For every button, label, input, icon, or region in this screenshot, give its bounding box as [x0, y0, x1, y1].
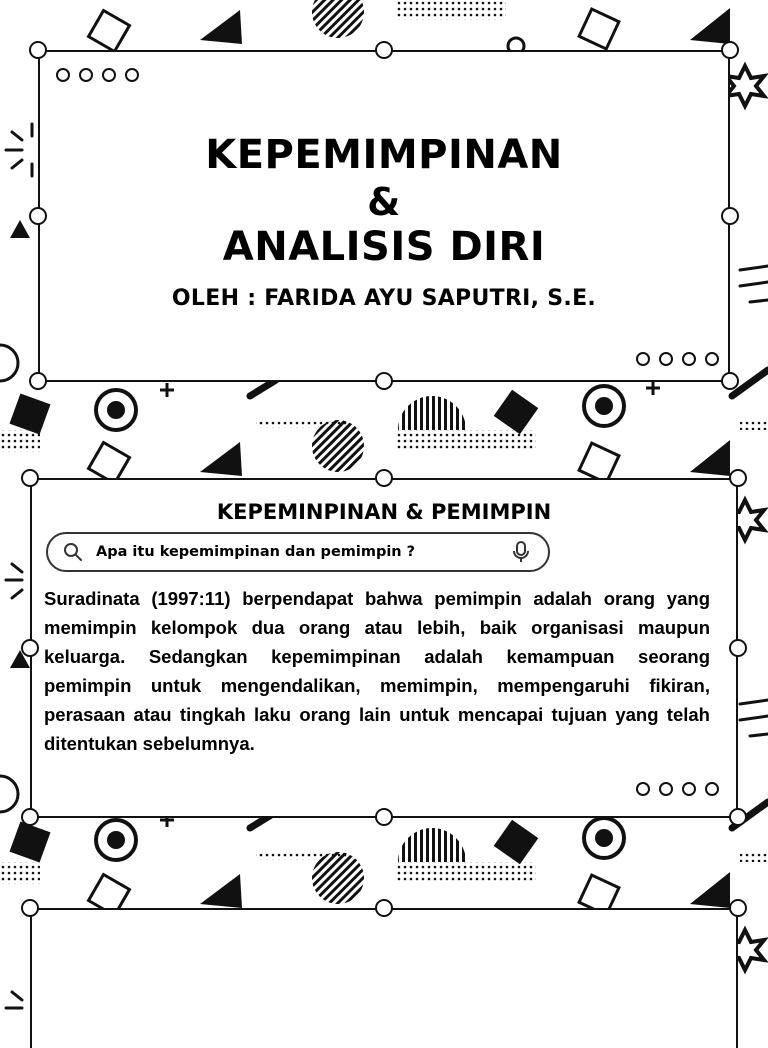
corner-handle [29, 372, 47, 390]
corner-handle [721, 41, 739, 59]
edge-handle [375, 808, 393, 826]
search-query-text: Apa itu kepemimpinan dan pemimpin ? [96, 544, 416, 560]
edge-handle [375, 372, 393, 390]
decorative-dots [636, 782, 719, 796]
edge-handle [375, 41, 393, 59]
edge-handle [375, 899, 393, 917]
edge-handle [721, 207, 739, 225]
edge-handle [375, 469, 393, 487]
corner-handle [729, 899, 747, 917]
corner-handle [721, 372, 739, 390]
edge-handle [29, 207, 47, 225]
title-slide [38, 50, 730, 382]
decorative-dots [636, 352, 719, 366]
search-bar[interactable] [46, 532, 550, 572]
corner-handle [29, 41, 47, 59]
corner-handle [729, 808, 747, 826]
definition-paragraph: Suradinata (1997:11) berpendapat bahwa pemimpin adalah orang yang memimpin kelompok dua orang atau lebih, baik organisasi maupun keluarga. Sedangkan kepemimpinan adalah kemampuan seorang pemimpin untuk mengendalikan, memimpin, mempengaruhi fikiran, perasaan atau tingkah laku orang lain untuk mencapai tujuan yang telah ditentukan sebelumnya. [44, 588, 710, 754]
microphone-icon[interactable] [512, 541, 530, 563]
title-ampersand: & [367, 180, 401, 224]
edge-handle [729, 639, 747, 657]
decorative-dots [56, 68, 139, 82]
edge-handle [21, 639, 39, 657]
corner-handle [21, 808, 39, 826]
next-slide [30, 908, 738, 1048]
author-line: OLEH : FARIDA AYU SAPUTRI, S.E. [171, 286, 597, 311]
content-slide [30, 478, 738, 818]
corner-handle [729, 469, 747, 487]
corner-handle [21, 469, 39, 487]
corner-handle [21, 899, 39, 917]
section-heading: KEPEMINPINAN & PEMIMPIN [216, 500, 552, 524]
title-line-2: ANALISIS DIRI [222, 224, 546, 270]
title-line-1: KEPEMIMPINAN [205, 132, 563, 178]
search-icon [62, 541, 84, 563]
